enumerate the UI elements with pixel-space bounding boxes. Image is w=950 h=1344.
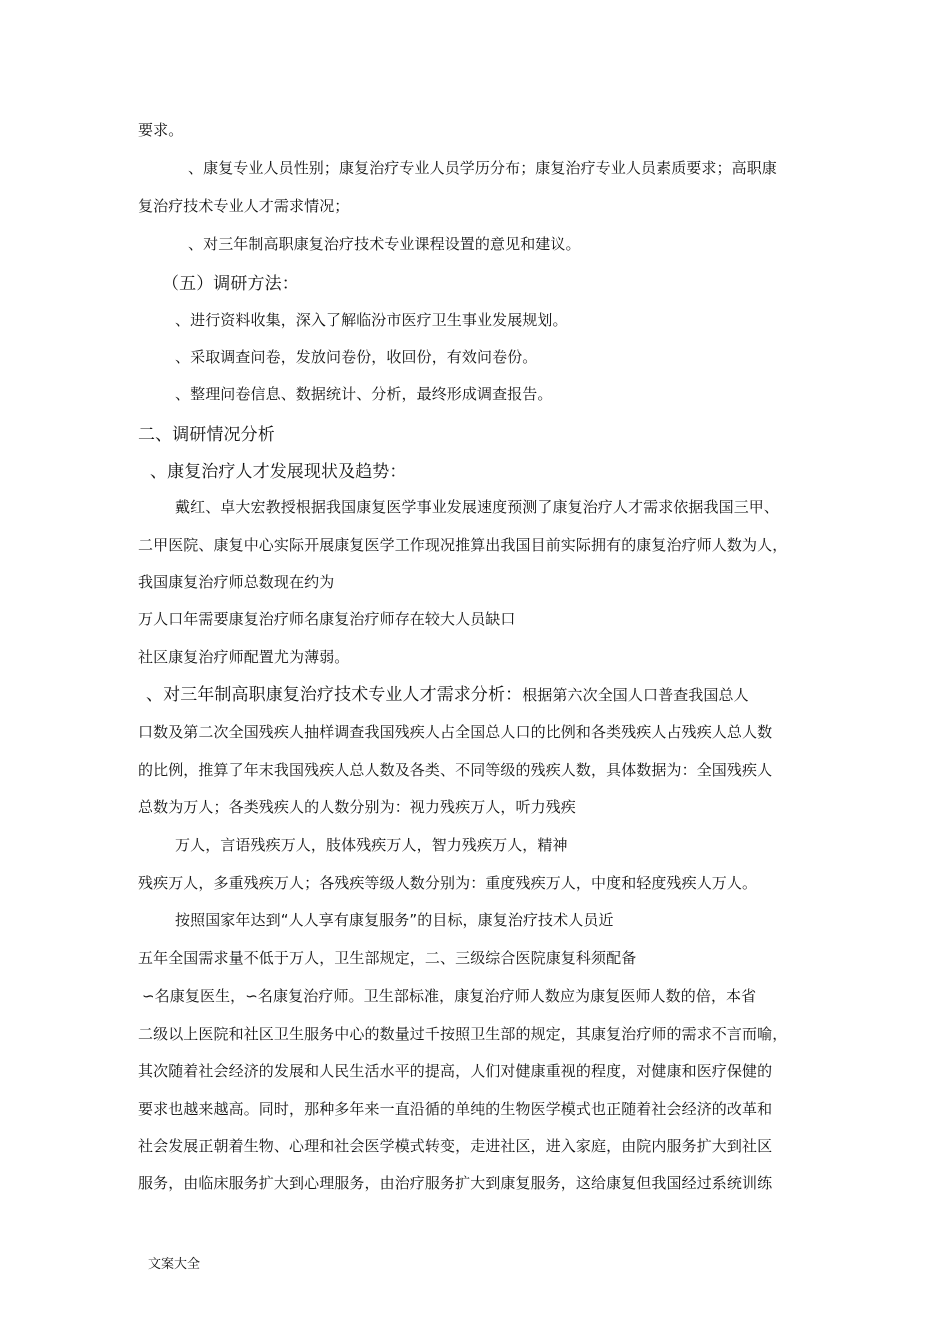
page-footer: 文案大全 [148,1257,201,1272]
paragraph-line: 万人口年需要康复治疗师名康复治疗师存在较大人员缺口 [138,610,516,628]
list-item: 、对三年制高职康复治疗技术专业课程设置的意见和建议。 [188,235,581,253]
subsection-line [146,684,749,706]
list-item: 、康复专业人员性别；康复治疗专业人员学历分布；康复治疗专业人员素质要求；高职康 [188,159,777,177]
paragraph-line: 社会发展正朝着生物、心理和社会医学模式转变，走进社区，进入家庭，由院内服务扩大到社区 [138,1137,773,1155]
list-item: 、整理问卷信息、数据统计、分析，最终形成调查报告。 [175,385,553,403]
section-heading: 二、调研情况分析 [138,425,275,445]
paragraph-line: 总数为万人；各类残疾人的人数分别为：视力残疾万人，听力残疾 [138,798,576,816]
text-line: 要求。 [138,121,184,139]
paragraph-line: 二级以上医院和社区卫生服务中心的数量过千按照卫生部的规定，其康复治疗师的需求不言而喻， [138,1025,788,1043]
paragraph-line: 的比例，推算了年末我国残疾人总人数及各类、不同等级的残疾人数，具体数据为：全国残疾人 [138,761,773,779]
paragraph-line: 口数及第二次全国残疾人抽样调查我国残疾人占全国总人口的比例和各类残疾人占残疾人总人数 [138,723,773,741]
paragraph-line: ∽名康复医生，∽名康复治疗师。卫生部标准，康复治疗师人数应为康复医师人数的倍，本省 [142,987,757,1005]
paragraph-text: 根据第六次全国人口普查我国总人 [522,686,749,704]
paragraph-line: 要求也越来越高。同时，那种多年来一直沿循的单纯的生物医学模式也正随着社会经济的改革和 [138,1100,773,1118]
paragraph-line: 二甲医院、康复中心实际开展康复医学工作现况推算出我国目前实际拥有的康复治疗师人数为人， [138,536,788,554]
paragraph-line: 其次随着社会经济的发展和人民生活水平的提高，人们对健康重视的程度，对健康和医疗保健的 [138,1062,773,1080]
paragraph-line: 服务，由临床服务扩大到心理服务，由治疗服务扩大到康复服务，这给康复但我国经过系统训练 [138,1174,773,1192]
subsection-heading: 、康复治疗人才发展现状及趋势： [150,462,407,482]
paragraph-line: 万人，言语残疾万人，肢体残疾万人，智力残疾万人，精神 [175,836,568,854]
list-item: 、采取调查问卷，发放问卷份，收回份，有效问卷份。 [175,348,538,366]
text-line: 复治疗技术专业人才需求情况； [138,197,350,215]
paragraph-line: 我国康复治疗师总数现在约为 [138,573,335,591]
section-heading: （五）调研方法： [162,274,299,294]
paragraph-line: 按照国家年达到“人人享有康复服务”的目标，康复治疗技术人员近 [175,911,614,929]
paragraph-line: 戴红、卓大宏教授根据我国康复医学事业发展速度预测了康复治疗人才需求依据我国三甲、 [175,498,780,516]
list-item: 、进行资料收集，深入了解临汾市医疗卫生事业发展规划。 [175,311,568,329]
paragraph-line: 残疾万人，多重残疾万人；各残疾等级人数分别为：重度残疾万人，中度和轻度残疾人万人。 [138,874,758,892]
subsection-heading: 、对三年制高职康复治疗技术专业人才需求分析： [146,685,523,705]
paragraph-line: 社区康复治疗师配置尤为薄弱。 [138,648,350,666]
paragraph-line: 五年全国需求量不低于万人，卫生部规定，二、三级综合医院康复科须配备 [138,949,637,967]
